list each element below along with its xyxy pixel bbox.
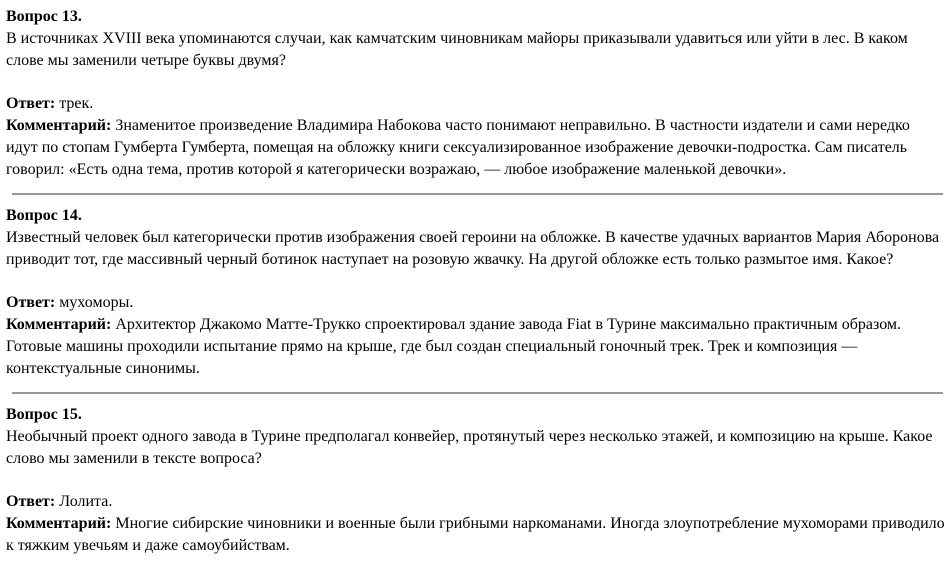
question-text: Необычный проект одного завода в Турине предполагал конвейер, протянутый через несколько этажей, и композицию на крыше. Какое слово мы заменили в тексте вопроса? (6, 428, 933, 467)
comment-label: Комментарий: (6, 515, 112, 532)
answer-text: мухоморы. (55, 294, 134, 311)
separator (12, 392, 943, 394)
question-title: Вопрос 15. (6, 406, 82, 423)
answer-label: Ответ: (6, 493, 56, 510)
comment-text: Знаменитое произведение Владимира Набокова часто понимают неправильно. В частности издатели и сами нередко идут по стопам Гумберта Гумберта, помещая на обложку книги сексуализированное изображение девочки-подростка. Сам писатель говорил: «Есть одна тема, против которой я категорически возражаю, — любое изображение маленькой девочки». (6, 117, 910, 178)
spacer (6, 72, 945, 93)
question-block-13 (6, 6, 945, 181)
comment-line (6, 314, 945, 380)
question-title: Вопрос 14. (6, 207, 82, 224)
answer-label: Ответ: (6, 294, 56, 311)
answer-label: Ответ: (6, 95, 56, 112)
question-title: Вопрос 13. (6, 8, 82, 25)
answer-text: трек. (55, 95, 94, 112)
answer-text: Лолита. (55, 493, 113, 510)
comment-line (6, 115, 945, 181)
spacer (6, 470, 945, 491)
comment-text: Архитектор Джакомо Матте-Трукко спроектировал здание завода Fiat в Турине максимально практичным образом. Готовые машины проходили испытание прямо на крыше, где был создан специальный гоночный трек. Трек и композиция — контекстуальные синонимы. (6, 316, 902, 377)
question-block-14 (6, 205, 945, 380)
spacer (6, 271, 945, 292)
question-text: Известный человек был категорически против изображения своей героини на обложке. В качестве удачных вариантов Мария Аборонова приводит тот, где массивный черный ботинок наступает на розовую жвачку. На другой обложке есть только размытое имя. Какое? (6, 229, 940, 268)
comment-line (6, 513, 945, 557)
question-block-15 (6, 404, 945, 557)
question-text: В источниках XVIII века упоминаются случаи, как камчатским чиновникам майоры приказывали удавиться или уйти в лес. В каком слове мы заменили четыре буквы двумя? (6, 30, 908, 69)
answer-line (6, 292, 945, 314)
separator (12, 193, 943, 195)
comment-label: Комментарий: (6, 316, 112, 333)
answer-line (6, 93, 945, 115)
comment-label: Комментарий: (6, 117, 112, 134)
comment-text: Многие сибирские чиновники и военные были грибными наркоманами. Иногда злоупотребление мухоморами приводило к тяжким увечьям и даже самоубийствам. (6, 515, 945, 554)
answer-line (6, 491, 945, 513)
